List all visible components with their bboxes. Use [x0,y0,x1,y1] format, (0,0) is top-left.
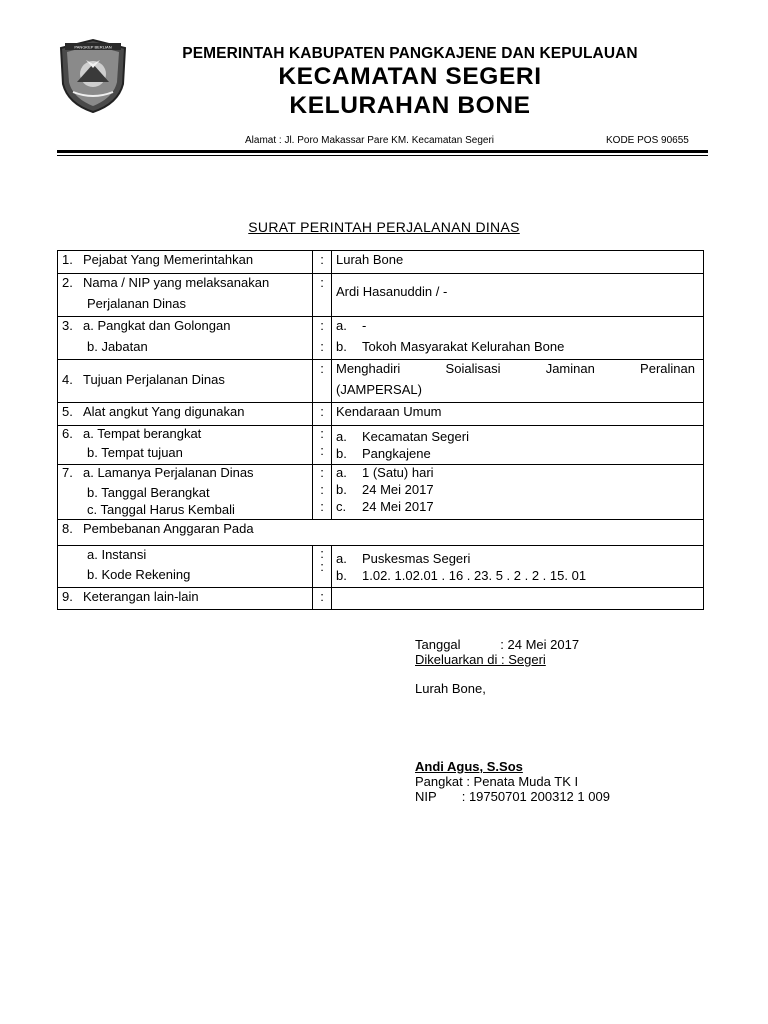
row-value: 24 Mei 2017 [362,482,434,497]
row-value: 1 (Satu) hari [362,465,434,480]
colon: : [320,482,324,497]
row-value: Lurah Bone [336,252,404,267]
item-marker: b. [336,568,347,583]
colon: : [320,546,324,561]
table-row [58,360,704,403]
row-label: Pembebanan Anggaran Pada [83,521,254,536]
row-sublabel: c. Tanggal Harus Kembali [87,502,235,517]
colon: : [320,465,324,480]
item-marker: a. [336,429,347,444]
colon: : [320,318,324,333]
item-marker: a. [336,318,347,333]
row-label: Pejabat Yang Memerintahkan [83,252,254,267]
colon: : [320,275,324,290]
colon: : [320,443,324,458]
item-marker: b. [336,339,347,354]
table-row [58,403,704,426]
colon: : [320,361,324,376]
colon: : [320,252,324,267]
row-number: 6. [62,426,73,441]
row-label: Tujuan Perjalanan Dinas [83,371,225,387]
value-word: Menghadiri [336,361,401,376]
government-header: PEMERINTAH KABUPATEN PANGKAJENE DAN KEPULAUAN [182,45,638,62]
issue-place-line: Dikeluarkan di : Segeri [415,652,546,667]
signatory-name: Andi Agus, S.Sos [415,759,523,774]
table-row [58,251,704,274]
table-row [58,465,704,520]
value-word: Jaminan [545,361,595,376]
row-sublabel: b. Kode Rekening [87,567,191,582]
colon: : [320,339,324,354]
colon: : [320,499,324,514]
row-sublabel: b. Jabatan [87,339,148,354]
letterhead-divider-thin [57,155,708,156]
table-row [58,546,704,588]
row-value: Kendaraan Umum [336,404,442,419]
row-sublabel: a. Instansi [87,547,147,562]
row-label: a. Lamanya Perjalanan Dinas [83,465,254,480]
row-value-justified [332,360,703,381]
row-number: 5. [62,404,73,419]
row-label: a. Pangkat dan Golongan [83,318,231,333]
table-row [58,588,704,610]
row-value: 1.02. 1.02.01 . 16 . 23. 5 . 2 . 2 . 15. 01 [362,568,587,583]
table-row [58,274,704,317]
item-marker: c. [336,499,347,514]
row-sublabel: b. Tempat tujuan [87,445,183,460]
district-header: KECAMATAN SEGERI [278,63,542,90]
travel-order-table [57,250,704,610]
regency-emblem-logo [57,38,129,114]
row-label: Keterangan lain-lain [83,589,199,604]
row-value [332,588,703,609]
colon: : [320,589,324,604]
item-marker: a. [336,465,347,480]
colon: : [320,426,324,441]
row-number: 9. [62,589,73,604]
row-number: 4. [62,371,73,387]
colon: : [320,559,324,574]
table-row [58,317,704,360]
signatory-rank: Pangkat : Penata Muda TK I [415,774,579,789]
item-marker: b. [336,446,347,461]
row-value: Puskesmas Segeri [362,551,471,566]
emblem-motto-text: PANGKEP BERLIAN [74,44,112,50]
row-value: - [362,318,367,333]
address-text: Alamat : Jl. Poro Makassar Pare KM. Kecamatan Segeri [245,135,494,146]
row-value: Ardi Hasanuddin / - [336,284,448,299]
table-row [58,520,704,546]
table-row [58,426,704,465]
postal-code-text: KODE POS 90655 [606,135,689,146]
row-value: 24 Mei 2017 [362,499,434,514]
value-word: Peralinan [640,361,695,376]
signatory-nip: NIP : 19750701 200312 1 009 [415,789,610,804]
row-value: Tokoh Masyarakat Kelurahan Bone [362,339,565,354]
document-title: SURAT PERINTAH PERJALANAN DINAS [248,219,520,235]
row-number: 2. [62,275,73,290]
letterhead-divider [57,150,708,153]
row-label-continued: Perjalanan Dinas [87,296,187,311]
row-number: 3. [62,318,73,333]
value-word: Soialisasi [445,361,501,376]
signatory-position: Lurah Bone, [415,681,486,696]
row-number: 8. [62,521,73,536]
row-label: a. Tempat berangkat [83,426,202,441]
row-label: Nama / NIP yang melaksanakan [83,275,270,290]
row-value-continued: (JAMPERSAL) [336,382,422,397]
row-value: Kecamatan Segeri [362,429,469,444]
item-marker: b. [336,482,347,497]
colon: : [320,404,324,419]
village-header: KELURAHAN BONE [289,92,531,119]
row-label: Alat angkut Yang digunakan [83,404,245,419]
row-sublabel: b. Tanggal Berangkat [87,485,210,500]
item-marker: a. [336,551,347,566]
row-number: 7. [62,465,73,480]
issue-date-line: Tanggal : 24 Mei 2017 [415,637,580,652]
row-value: Pangkajene [362,446,431,461]
row-number: 1. [62,252,73,267]
